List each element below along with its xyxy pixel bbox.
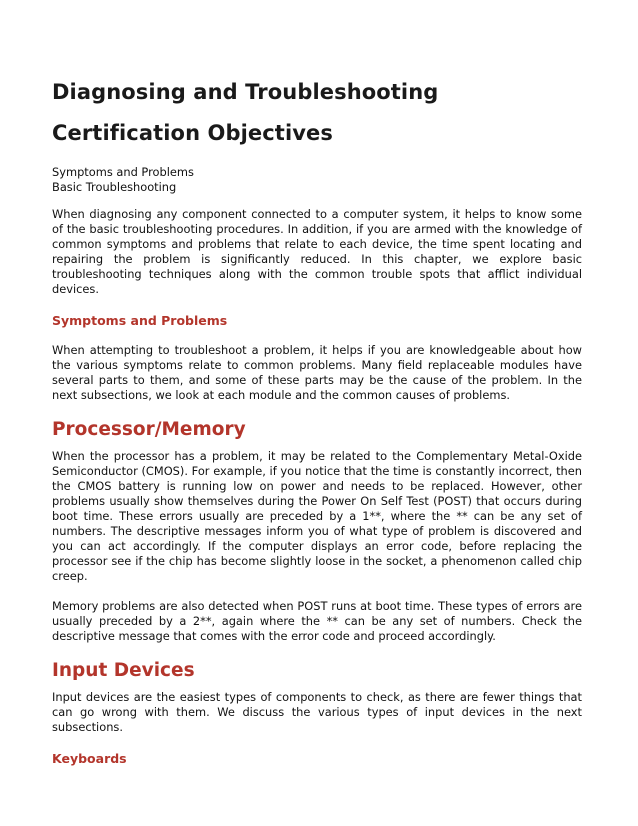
memory-paragraph: Memory problems are also detected when POST runs at boot time. These types of errors are usually preceded by a 2**, again where the ** can be any set of numbers. Check the descriptive message that comes with the error code and proceed accordingly. [52,599,582,643]
document-title-line-2: Certification Objectives [52,121,333,145]
heading-input-devices: Input Devices [52,660,195,681]
objectives-list [52,165,582,195]
symptoms-paragraph: When attempting to troubleshoot a problem, it helps if you are knowledgeable about how the various symptoms relate to common problems. Many field replaceable modules have several parts to them, and some of these parts may be the cause of the problem. In the next subsections, we look at each module and the common causes of problems. [52,343,582,402]
intro-paragraph: When diagnosing any component connected to a computer system, it helps to know some of the basic troubleshooting procedures. In addition, if you are armed with the knowledge of common symptoms and problems that relate to each device, the time spent locating and repairing the problem is significantly reduced. In this chapter, we explore basic troubleshooting techniques along with the common trouble spots that afflict individual devices. [52,207,582,296]
document-title-line-1: Diagnosing and Troubleshooting [52,80,439,104]
objective-item: Symptoms and Problems [52,165,194,179]
heading-keyboards: Keyboards [52,751,127,766]
heading-symptoms-and-problems: Symptoms and Problems [52,313,228,328]
heading-processor-memory: Processor/Memory [52,419,246,440]
processor-paragraph: When the processor has a problem, it may be related to the Complementary Metal-Oxide Semiconductor (CMOS). For example, if you notice that the time is constantly incorrect, then the CMOS battery is running low on power and needs to be replaced. However, other problems usually show themselves during the Power On Self Test (POST) that occurs during boot time. These errors usually are preceded by a 1**, where the ** can be any set of numbers. The descriptive messages inform you of what type of problem is discovered and you can act accordingly. If the computer displays an error code, before replacing the processor see if the chip has become slightly loose in the socket, a phenomenon called chip creep. [52,449,582,583]
input-devices-paragraph: Input devices are the easiest types of components to check, as there are fewer things that can go wrong with them. We discuss the various types of input devices in the next subsections. [52,690,582,734]
document-page [52,72,582,768]
objective-item: Basic Troubleshooting [52,180,177,194]
